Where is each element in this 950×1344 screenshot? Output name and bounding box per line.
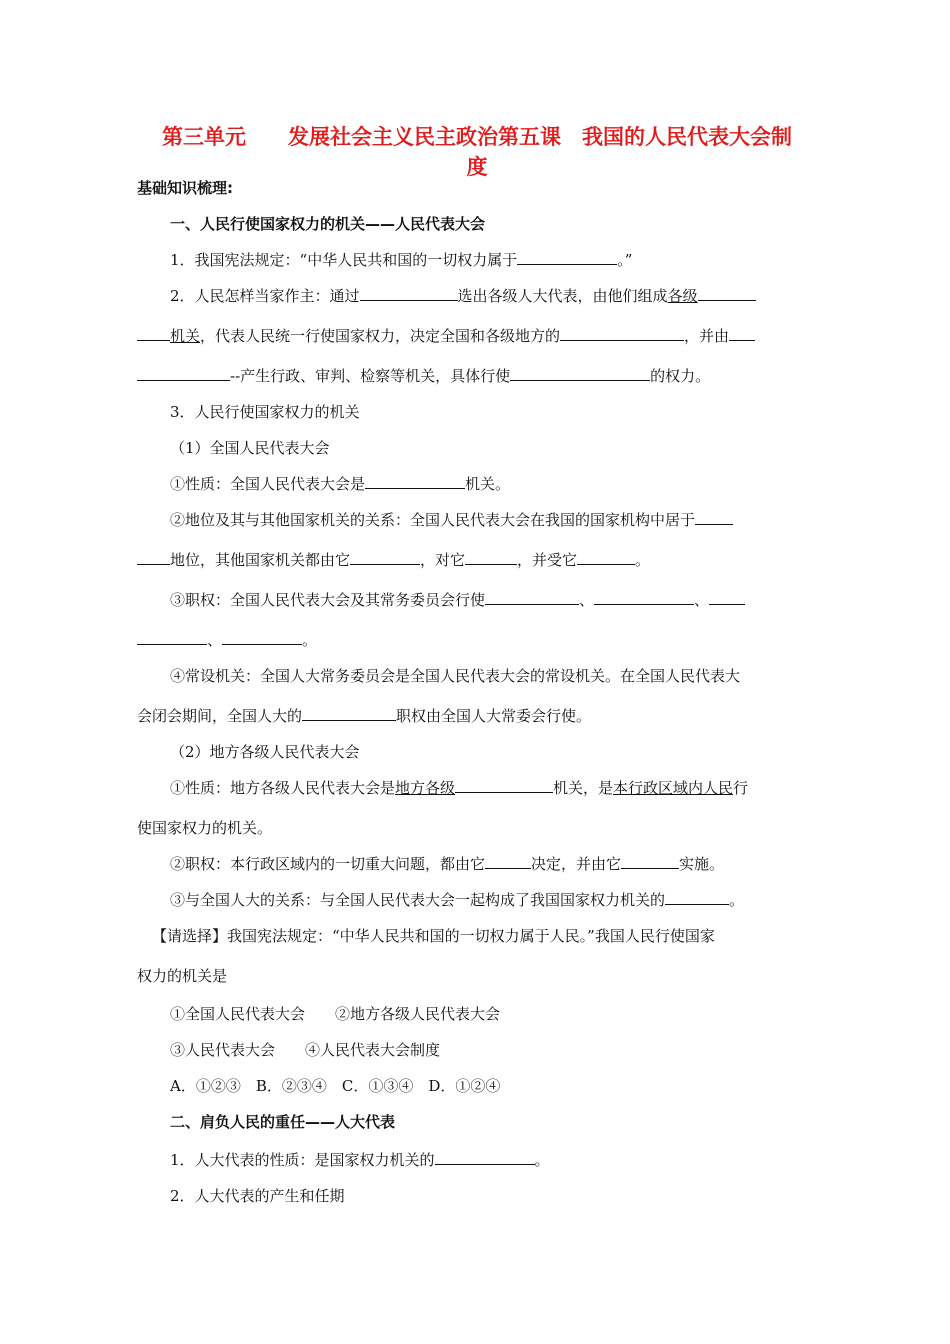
title-line-2: 度 [466, 155, 488, 179]
blank [621, 854, 679, 869]
blank [365, 474, 465, 489]
item-standing-cont: 会闭会期间，全国人大的 职权由全国人大常委会行使。 [137, 707, 592, 725]
question-options-2: ③人民代表大会 ④人民代表大会制度 [170, 1041, 441, 1059]
blank [485, 854, 531, 869]
blank [709, 590, 745, 605]
blank [137, 550, 170, 565]
blank [665, 890, 729, 905]
blank [222, 630, 302, 645]
item-standing: ④常设机关：全国人大常务委员会是全国人民代表大会的常设机关。在全国人民代表大 [170, 667, 741, 685]
blank [729, 326, 755, 341]
item-deputy-term: 2．人大代表的产生和任期 [170, 1187, 345, 1205]
document-title [137, 122, 817, 182]
item-2-cont2: --产生行政、审判、检察等机关，具体行使 的权力。 [137, 366, 710, 386]
blank [350, 550, 420, 565]
item-3: 3．人民行使国家权力的机关 [170, 403, 360, 421]
blank [594, 590, 694, 605]
section-basics: 基础知识梳理: [137, 179, 233, 197]
item-local-powers: ②职权：本行政区域内的一切重大问题，都由它 决定，并由它 实施。 [170, 855, 725, 873]
section-heading-1: 一、人民行使国家权力的机关——人民代表大会 [170, 215, 486, 233]
item-powers: ③职权：全国人民代表大会及其常务委员会行使 、 、 [170, 590, 745, 610]
title-line-1: 第三单元 发展社会主义民主政治第五课 我国的人民代表大会制 [162, 125, 792, 149]
item-status-cont: 地位，其他国家机关都由它 ，对它 ，并受它 。 [137, 550, 650, 570]
question-options-1: ①全国人民代表大会 ②地方各级人民代表大会 [170, 1005, 501, 1023]
item-local-nature-cont: 使国家权力的机关。 [137, 819, 273, 837]
blank [360, 286, 458, 301]
blank [455, 778, 553, 793]
question-answers: A．①②③ B．②③④ C．①③④ D．①②④ [170, 1077, 501, 1095]
blank [560, 326, 684, 341]
question-stem: 【请选择】我国宪法规定：“中华人民共和国的一切权力属于人民。”我国人民行使国家 [152, 927, 715, 945]
item-2: 2．人民怎样当家作主：通过 选出各级人大代表，由他们组成各级 [170, 286, 756, 306]
subsection-2: （2）地方各级人民代表大会 [170, 743, 360, 761]
blank [510, 366, 650, 381]
item-powers-cont: 、 。 [137, 630, 317, 650]
item-1: 1．我国宪法规定：“中华人民共和国的一切权力属于 。” [170, 251, 633, 269]
item-local-nature: ①性质：地方各级人民代表大会是地方各级 机关，是本行政区域内人民行 [170, 779, 749, 797]
blank [435, 1150, 535, 1165]
blank [137, 326, 170, 341]
subsection-1: （1）全国人民代表大会 [170, 439, 330, 457]
blank [485, 590, 579, 605]
blank [577, 550, 635, 565]
question-stem-cont: 权力的机关是 [137, 967, 228, 985]
blank [465, 550, 517, 565]
item-deputy-nature: 1．人大代表的性质：是国家权力机关的 。 [170, 1151, 550, 1169]
item-local-relation: ③与全国人大的关系：与全国人民代表大会一起构成了我国国家权力机关的 。 [170, 891, 745, 909]
blank [302, 706, 396, 721]
blank [137, 630, 207, 645]
blank [695, 510, 733, 525]
blank [137, 366, 230, 381]
item-nature: ①性质：全国人民代表大会是 机关。 [170, 475, 511, 493]
blank [698, 286, 756, 301]
item-status: ②地位及其与其他国家机关的关系：全国人民代表大会在我国的国家机构中居于 [170, 510, 733, 530]
section-heading-2: 二、肩负人民的重任——人大代表 [170, 1113, 396, 1131]
item-2-cont: 机关，代表人民统一行使国家权力，决定全国和各级地方的 ，并由 [137, 326, 755, 346]
blank [517, 250, 617, 265]
